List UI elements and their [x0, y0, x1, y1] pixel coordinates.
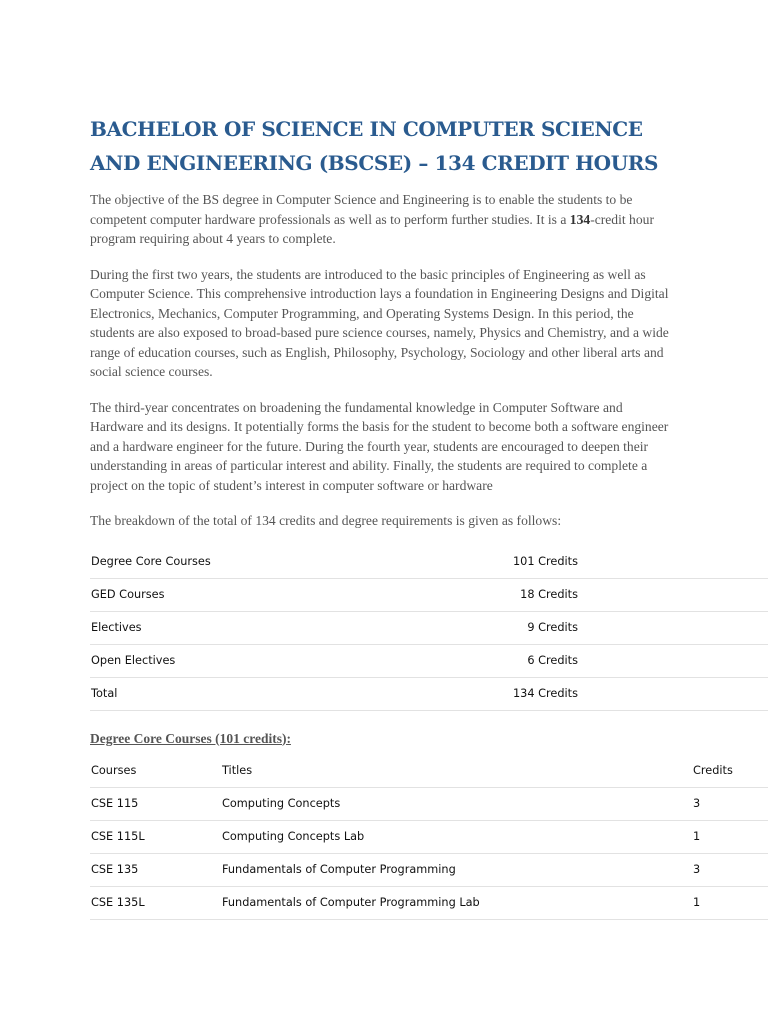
credit-category: Total: [90, 677, 377, 710]
course-title: Computing Concepts Lab: [221, 820, 692, 853]
course-credits: 3: [692, 787, 768, 820]
credit-category: Electives: [90, 611, 377, 644]
course-code: CSE 115L: [90, 820, 221, 853]
first-two-years-paragraph: During the first two years, the students are introduced to the basic principles of Engineering as well as Computer Science. This comprehensive introduction lays a foundation in Engineering Designs and Digital Electronics, Mechanics, Computer Programming, and Operating Systems Design. In this period, the students are also exposed to broad-based pure science courses, namely, Physics and Chemistry, and a wide range of education courses, such as English, Philosophy, Psychology, Sociology and other liberal arts and social science courses.: [90, 266, 669, 379]
course-title: Fundamentals of Computer Programming: [221, 853, 692, 886]
course-credits: 3: [692, 853, 768, 886]
credit-value: 101 Credits: [377, 546, 768, 579]
credit-category: GED Courses: [90, 578, 377, 611]
credit-value: 9 Credits: [377, 611, 768, 644]
table-row: [90, 578, 768, 611]
column-header-credits: Credits: [692, 755, 768, 788]
table-row: [90, 787, 768, 820]
credit-value: 6 Credits: [377, 644, 768, 677]
table-row: [90, 644, 768, 677]
table-row: [90, 611, 768, 644]
credit-value: 18 Credits: [377, 578, 768, 611]
objective-text-b: -credit hour program requiring about 4 years to complete.: [90, 211, 654, 246]
table-row: [90, 677, 768, 710]
page-title: [90, 112, 670, 180]
table-row: [90, 886, 768, 919]
credit-value: 134 Credits: [377, 677, 768, 710]
page-title-line-1: BACHELOR OF SCIENCE IN COMPUTER SCIENCE: [90, 117, 643, 141]
objective-credit-count: 134: [569, 211, 591, 227]
course-credits: 1: [692, 886, 768, 919]
page-title-line-2: AND ENGINEERING (BSCSE) – 134 CREDIT HOURS: [90, 151, 659, 175]
credit-category: Open Electives: [90, 644, 377, 677]
credit-category: Degree Core Courses: [90, 546, 377, 579]
document-page: [90, 112, 768, 920]
core-courses-table: [90, 755, 768, 920]
breakdown-intro-paragraph: The breakdown of the total of 134 credits and degree requirements is given as follows:: [90, 513, 562, 528]
course-code: CSE 135: [90, 853, 221, 886]
objective-text-a: The objective of the BS degree in Computer Science and Engineering is to enable the students to be competent computer hardware professionals as well as to perform further studies. It is a: [90, 192, 633, 227]
course-title: Computing Concepts: [221, 787, 692, 820]
table-header-row: [90, 755, 768, 788]
table-row: [90, 546, 768, 579]
core-courses-heading: Degree Core Courses (101 credits):: [90, 730, 291, 746]
credit-breakdown-table: [90, 546, 768, 711]
third-fourth-year-paragraph: The third-year concentrates on broadening the fundamental knowledge in Computer Software and Hardware and its designs. It potentially forms the basis for the student to become both a software engineer and a hardware engineer for the future. During the fourth year, students are encouraged to deepen their understanding in areas of particular interest and ability. Finally, the students are required to complete a project on the topic of student’s interest in computer software or hardware: [90, 399, 669, 493]
table-row: [90, 853, 768, 886]
course-code: CSE 115: [90, 787, 221, 820]
table-row: [90, 820, 768, 853]
course-credits: 1: [692, 820, 768, 853]
column-header-titles: Titles: [221, 755, 692, 788]
course-title: Fundamentals of Computer Programming Lab: [221, 886, 692, 919]
objective-paragraph: [90, 190, 670, 249]
column-header-courses: Courses: [90, 755, 221, 788]
course-code: CSE 135L: [90, 886, 221, 919]
